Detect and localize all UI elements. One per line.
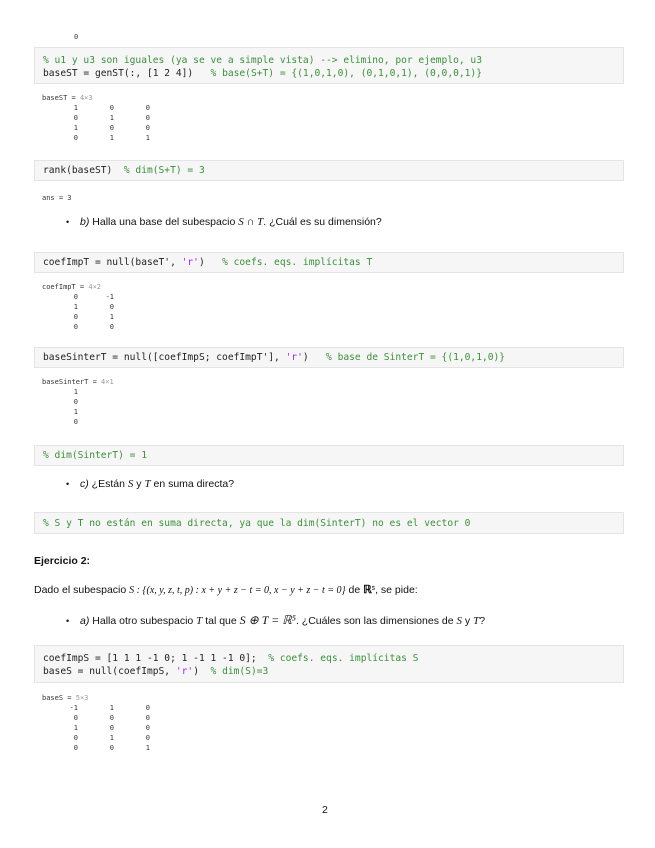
output-ans: ans = 3 [42,194,72,202]
code-string: 'r' [285,352,303,363]
matrix-row [42,733,150,743]
code-comment: % base de SinterT = {(1,0,1,0)} [326,352,506,363]
item-text: Halla una base del subespacio [92,216,239,228]
code-cell-coefImpS[interactable] [34,645,624,683]
var-name: baseST [42,94,68,102]
code-line: ) [302,352,309,363]
var-dims: 4×2 [88,283,102,291]
output-coefImpT: coefImpT = 4×2 [42,283,102,291]
matrix-cell: 0 [109,323,114,331]
code-line: coefImpT = null(baseT', [43,257,182,268]
var-dims: 4×3 [79,94,93,102]
math-expr: T [144,478,151,490]
code-cell-coefImpT[interactable] [34,252,624,273]
bullet: • [66,616,70,626]
matrix-row [42,322,114,332]
output-baseS: baseS = 5×3 [42,694,89,702]
problem-statement [34,583,418,596]
code-cell-dim-SinterT[interactable] [34,445,624,466]
statement-text: , se pide: [375,584,418,596]
var-name: coefImpT [42,283,76,291]
statement-text: de [345,584,364,596]
matrix-cell: 0 [145,714,150,722]
code-comment: % S y T no están en suma directa, ya que la dim(SinterT) no es el vector 0 [43,518,471,529]
matrix-cell: 0 [145,114,150,122]
matrix-cell: 0 [145,104,150,112]
item-text: ? [479,615,486,627]
matrix-cell: 1 [73,388,78,396]
matrix-cell: 1 [109,134,114,142]
matrix-cell: 0 [73,323,78,331]
bullet: • [66,217,70,227]
statement-text: Dado el subespacio [34,584,130,596]
code-string: 'r' [181,257,199,268]
code-cell-conclusion[interactable] [34,512,624,534]
matrix-cell: 0 [109,104,114,112]
matrix-cell: 0 [145,734,150,742]
item-text: ¿Están [91,478,128,490]
math-expr: S ⊕ T = ℝ⁵ [239,613,296,627]
matrix-row [42,713,150,723]
matrix-row [42,103,150,113]
code-line: coefImpS = [1 1 1 -1 0; 1 -1 1 -1 0]; [43,653,257,664]
matrix-cell: 0 [73,398,78,406]
item-text: y [133,478,145,490]
matrix-row [42,743,150,753]
math-expr: T [196,615,203,627]
code-line: baseST = genST(:, [1 2 4]) [43,68,194,79]
item-text: tal que [202,615,240,627]
matrix-cell: 0 [73,313,78,321]
matrix-cell: 0 [109,744,114,752]
code-line: baseS = null(coefImpS, [43,666,176,677]
item-b [66,216,382,228]
math-expr: S ∩ T [238,216,264,228]
matrix-cell: 0 [145,704,150,712]
item-text: en suma directa? [150,478,235,490]
code-comment: % u1 y u3 son iguales (ya se ve a simple vista) --> elimino, por ejemplo, u3 [43,55,482,66]
matrix-cell: 1 [109,704,114,712]
item-c [66,478,234,490]
matrix-cell: 1 [109,734,114,742]
matrix-row [42,723,150,733]
var-name: baseSinterT [42,378,89,386]
matrix-baseST [42,103,150,143]
code-cell-baseSinterT[interactable] [34,347,624,368]
matrix-cell: 0 [109,303,114,311]
matrix-cell: 0 [109,714,114,722]
matrix-cell: 0 [145,724,150,732]
matrix-cell: 0 [145,124,150,132]
matrix-row [42,113,150,123]
code-comment: % coefs. eqs. implícitas S [268,653,419,664]
output-baseSinterT: baseSinterT = 4×1 [42,378,114,386]
code-line: rank(baseST) [43,165,113,176]
matrix-cell: 1 [73,408,78,416]
matrix-cell: 1 [73,104,78,112]
matrix-cell: -1 [105,293,114,301]
matrix-cell: 1 [73,303,78,311]
item-text: . ¿Cuáles son las dimensiones de [295,615,457,627]
matrix-cell: 1 [109,313,114,321]
matrix-cell: 1 [73,724,78,732]
matrix-row [42,302,114,312]
output-zero: 0 [74,33,79,41]
matrix-row [42,292,114,302]
matrix-cell: 0 [73,734,78,742]
math-expr: S [456,615,462,627]
matrix-cell: 0 [73,293,78,301]
matrix-row [42,133,150,143]
matrix-row [42,397,78,407]
matrix-row [42,312,114,322]
code-line: ) [198,257,205,268]
math-expr: S : {(x, y, z, t, p) : x + y + z − t = 0, x − y + z − t = 0} [129,585,346,596]
matrix-cell: 1 [145,744,150,752]
item-label: c) [80,478,89,490]
matrix-cell: 1 [145,134,150,142]
var-name: baseS [42,694,64,702]
matrix-row [42,417,78,427]
matrix-cell: 0 [109,724,114,732]
output-baseST: baseST = 4×3 [42,94,93,102]
matrix-cell: 1 [73,124,78,132]
code-comment: % base(S+T) = {(1,0,1,0), (0,1,0,1), (0,0,0,1)} [210,68,482,79]
code-cell-genST[interactable] [34,47,624,84]
matrix-cell: 0 [73,714,78,722]
var-dims: 4×1 [101,378,114,386]
matrix-coefImpT [42,292,114,332]
item-text: y [461,615,474,627]
matrix-row [42,407,78,417]
code-line: ) [193,666,199,677]
code-comment: % dim(SinterT) = 1 [43,450,147,461]
matrix-row [42,123,150,133]
var-dims: 5×3 [75,694,89,702]
item-text: Halla otro subespacio [92,615,197,627]
matrix-cell: 0 [73,418,78,426]
item-text: . ¿Cuál es su dimensión? [263,216,382,228]
code-comment: % dim(S+T) = 3 [123,165,205,176]
code-cell-rank[interactable] [34,160,624,181]
matrix-cell: 1 [109,114,114,122]
matrix-baseS [42,703,150,753]
matrix-row [42,387,78,397]
matrix-cell: 0 [73,744,78,752]
bullet: • [66,479,70,489]
item-label: b) [80,216,90,228]
item-a [66,613,485,628]
matrix-baseSinterT [42,387,78,427]
code-string: 'r' [175,666,194,677]
matrix-cell: -1 [69,704,78,712]
section-heading: Ejercicio 2: [34,555,91,567]
code-comment: % dim(S)=3 [210,666,269,677]
math-expr: ℝ⁵ [363,584,376,596]
math-expr: S [127,478,134,490]
matrix-cell: 0 [73,114,78,122]
matrix-cell: 0 [109,124,114,132]
matrix-cell: 0 [73,134,78,142]
matrix-row [42,703,150,713]
item-label: a) [80,615,90,627]
page-number: 2 [322,804,328,816]
code-line: baseSinterT = null([coefImpS; coefImpT'], [43,352,286,363]
code-comment: % coefs. eqs. implícitas T [222,257,373,268]
math-expr: T [473,615,480,627]
